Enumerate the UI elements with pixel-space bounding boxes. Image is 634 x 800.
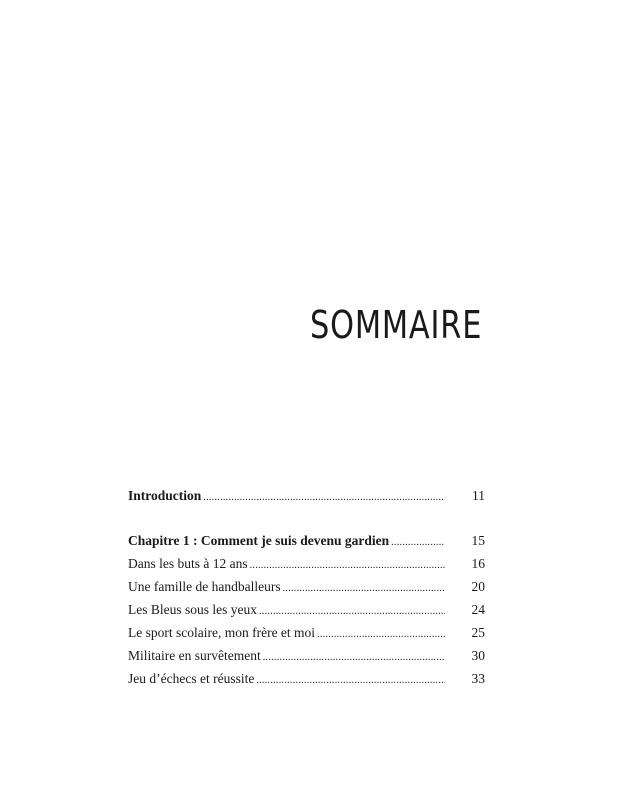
toc-dot-leader [257, 600, 445, 623]
toc-entry-label: Les Bleus sous les yeux [128, 602, 257, 617]
toc-page-number: 15 [471, 533, 485, 548]
toc-dot-leader [254, 669, 445, 692]
toc-dot-leader [261, 646, 445, 669]
toc-entry-section [128, 621, 485, 644]
toc-page-number: 30 [471, 648, 485, 663]
toc-dot-leader [248, 554, 445, 577]
toc-dot-leader [201, 486, 445, 509]
toc-entry-section [128, 575, 485, 598]
page-title: SOMMAIRE [309, 303, 482, 347]
toc-entry-section [128, 644, 485, 667]
toc-entry-section [128, 667, 485, 690]
toc-dot-leader [281, 577, 445, 600]
toc-entry-label: Jeu d’échecs et réussite [128, 671, 255, 686]
toc-entry-chapter-1 [128, 529, 485, 552]
toc-dot-leader [315, 623, 445, 646]
toc-entry-label: Dans les buts à 12 ans [128, 556, 248, 571]
toc-page-number: 11 [472, 488, 485, 503]
toc-entry-label: Introduction [128, 488, 202, 503]
toc-entry-introduction [128, 484, 485, 507]
table-of-contents [128, 484, 485, 690]
toc-entry-section [128, 598, 485, 621]
toc-entry-label: Une famille de handballeurs [128, 579, 281, 594]
toc-entry-label: Chapitre 1 : Comment je suis devenu gardien [128, 533, 390, 548]
toc-page-number: 20 [471, 579, 485, 594]
toc-page-number: 16 [471, 556, 485, 571]
toc-page-number: 33 [471, 671, 485, 686]
toc-entry-label: Militaire en survêtement [128, 648, 261, 663]
toc-entry-section [128, 552, 485, 575]
toc-page-number: 25 [471, 625, 485, 640]
toc-entry-label: Le sport scolaire, mon frère et moi [128, 625, 316, 640]
toc-page-number: 24 [471, 602, 485, 617]
toc-dot-leader [389, 531, 445, 554]
